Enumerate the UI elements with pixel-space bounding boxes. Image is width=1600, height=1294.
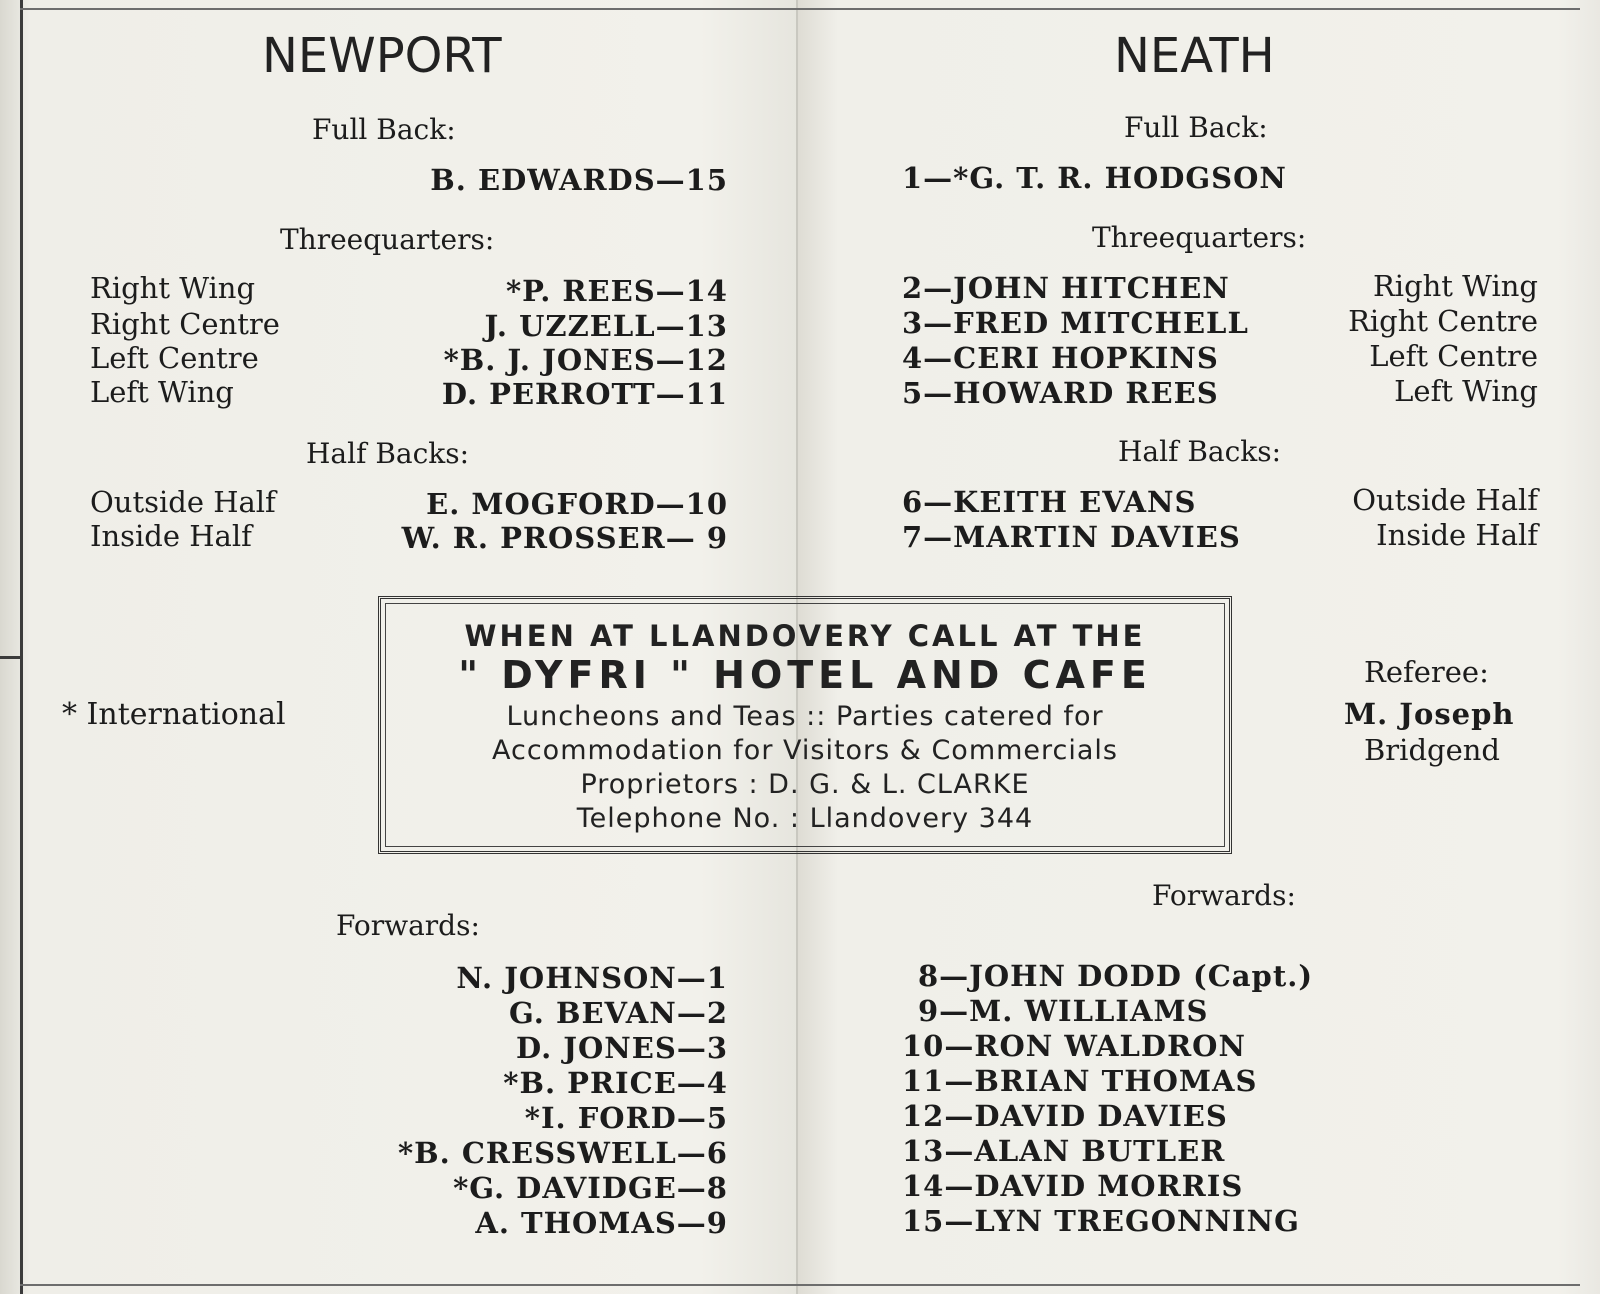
neath-threequarters-heading: Threequarters: [1092,221,1307,254]
neath-forward: 10—RON WALDRON [902,1029,1246,1063]
advert-telephone: Telephone No. : Llandovery 344 [576,803,1034,834]
neath-hb-player: 7—MARTIN DAVIES [902,520,1241,554]
spine-tick [0,656,20,659]
neath-tq-position: Right Centre [1348,304,1538,338]
newport-tq-position: Left Centre [90,341,259,375]
newport-forward: *B. CRESSWELL—6 [397,1136,728,1170]
newport-forward: A. THOMAS—9 [475,1206,728,1240]
neath-forward: 13—ALAN BUTLER [902,1134,1226,1168]
newport-half-backs-heading: Half Backs: [306,437,470,470]
advert-hotel-name: " DYFRI " HOTEL AND CAFE [458,653,1152,697]
neath-half-backs-heading: Half Backs: [1118,435,1282,468]
neath-title: NEATH [1114,28,1275,84]
advert-line: Accommodation for Visitors & Commercials [491,735,1118,766]
newport-full-back-heading: Full Back: [312,113,456,146]
neath-tq-player: 3—FRED MITCHELL [902,306,1249,340]
neath-forwards-heading: Forwards: [1152,879,1296,912]
international-footnote: * International [62,697,286,732]
newport-tq-position: Right Centre [90,307,280,341]
neath-tq-player: 5—HOWARD REES [902,376,1219,410]
bottom-rule [20,1284,1580,1286]
newport-tq-player: D. PERROTT—11 [441,377,728,411]
neath-forward: 9—M. WILLIAMS [918,994,1209,1028]
newport-forwards-heading: Forwards: [336,909,480,942]
newport-hb-position: Inside Half [90,519,252,553]
neath-hb-player: 6—KEITH EVANS [902,485,1197,519]
neath-forward: 8—JOHN DODD (Capt.) [918,959,1314,993]
neath-hb-position: Inside Half [1376,518,1538,552]
newport-hb-player: W. R. PROSSER— 9 [401,521,728,555]
advert-line: Proprietors : D. G. & L. CLARKE [580,769,1030,800]
neath-full-back-player: 1—*G. T. R. HODGSON [902,161,1287,195]
newport-forward: *B. PRICE—4 [503,1066,728,1100]
spine-rule [20,0,23,1294]
newport-full-back-player: B. EDWARDS—15 [430,163,728,197]
newport-hb-player: E. MOGFORD—10 [426,487,728,521]
neath-tq-player: 4—CERI HOPKINS [902,341,1219,375]
newport-title: NEWPORT [262,28,502,84]
newport-forward: N. JOHNSON—1 [456,961,728,995]
neath-tq-position: Right Wing [1372,269,1538,303]
newport-tq-player: *P. REES—14 [506,274,728,308]
neath-forward: 12—DAVID DAVIES [902,1099,1228,1133]
newport-forward: G. BEVAN—2 [509,996,728,1030]
neath-tq-position: Left Wing [1394,374,1538,408]
advert-line: Luncheons and Teas :: Parties catered for [506,701,1104,732]
neath-forward: 15—LYN TREGONNING [902,1204,1300,1238]
newport-tq-player: J. UZZELL—13 [484,309,728,343]
advert-line: WHEN AT LLANDOVERY CALL AT THE [464,619,1146,653]
newport-forward: *G. DAVIDGE—8 [453,1171,728,1205]
neath-hb-position: Outside Half [1352,483,1538,517]
referee-town: Bridgend [1364,733,1500,767]
newport-tq-position: Right Wing [90,271,256,305]
referee-name: M. Joseph [1344,697,1515,731]
newport-forward: *I. FORD—5 [524,1101,728,1135]
dyfri-hotel-advert [378,596,1232,854]
top-rule [20,8,1580,10]
newport-tq-position: Left Wing [90,375,234,409]
neath-forward: 14—DAVID MORRIS [902,1169,1244,1203]
newport-forward: D. JONES—3 [515,1031,728,1065]
newport-tq-player: *B. J. JONES—12 [443,343,728,377]
neath-tq-position: Left Centre [1369,339,1538,373]
newport-hb-position: Outside Half [90,485,276,519]
neath-tq-player: 2—JOHN HITCHEN [902,271,1230,305]
neath-full-back-heading: Full Back: [1124,111,1268,144]
neath-forward: 11—BRIAN THOMAS [902,1064,1258,1098]
newport-threequarters-heading: Threequarters: [280,223,495,256]
referee-heading: Referee: [1364,655,1489,689]
